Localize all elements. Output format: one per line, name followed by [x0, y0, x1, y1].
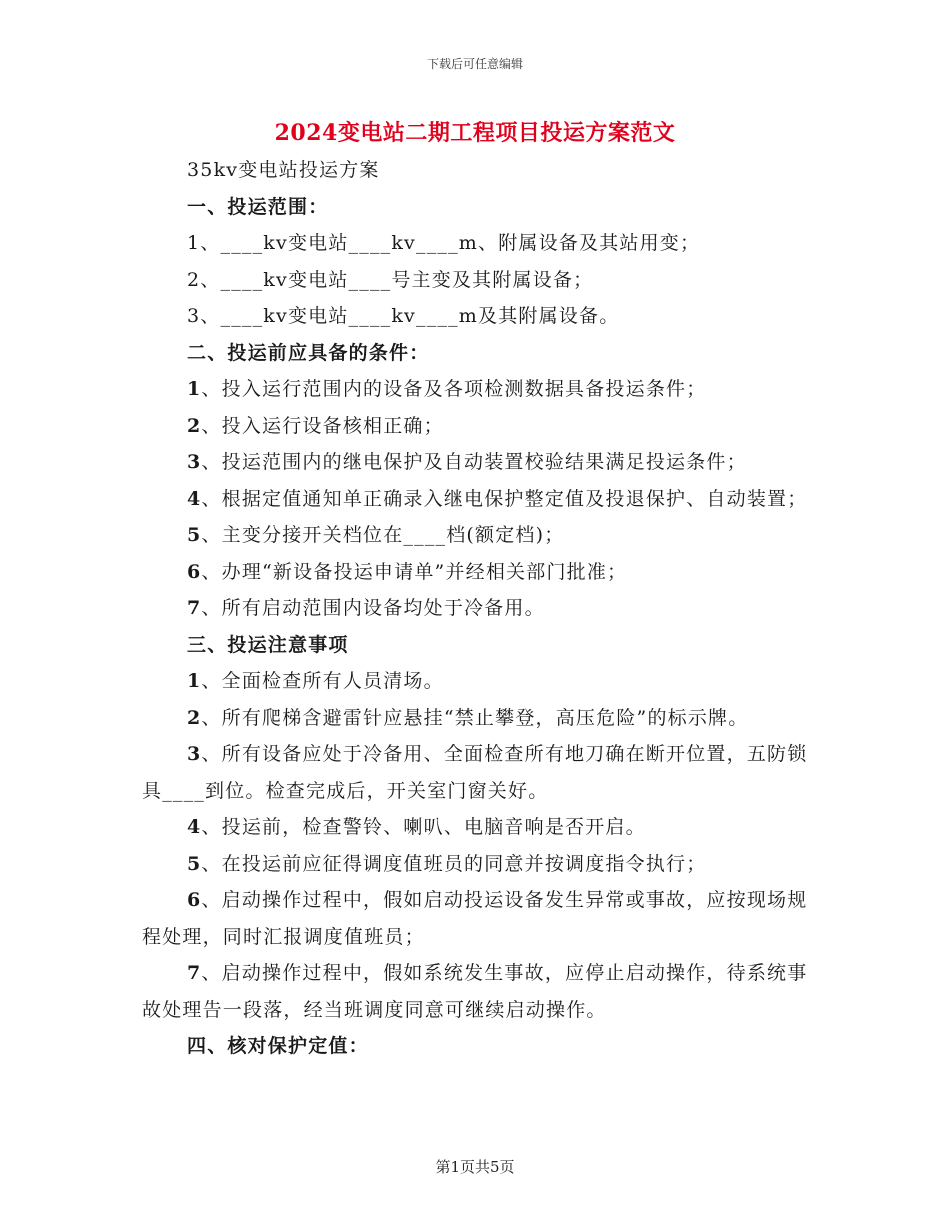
paragraph-text: 、投入运行设备核相正确； — [201, 414, 444, 437]
paragraph-text: 、主变分接开关档位在____档(额定档)； — [201, 524, 565, 546]
paragraph-text: 、在投运前应征得调度值班员的同意并按调度指令执行； — [201, 852, 707, 875]
paragraph-text: 、投运前，检查警铃、喇叭、电脑音响是否开启。 — [201, 816, 646, 838]
paragraph — [142, 517, 812, 554]
paragraph — [142, 663, 812, 700]
paragraph-text: 35kv变电站投运方案 — [187, 159, 380, 181]
paragraph-text: 二、投运前应具备的条件： — [187, 341, 430, 364]
header-note: 下载后可任意编辑 — [426, 57, 523, 71]
paragraph — [142, 736, 812, 809]
list-number: 5 — [187, 524, 202, 546]
paragraph — [142, 408, 812, 445]
paragraph — [142, 882, 812, 955]
document-body — [142, 152, 812, 1065]
paragraph — [142, 955, 812, 1028]
paragraph — [142, 590, 812, 627]
list-number: 4 — [187, 487, 202, 510]
paragraph-text: 、____kv变电站____kv____m、附属设备及其站用变； — [200, 232, 701, 254]
paragraph-text: 、____kv变电站____kv____m及其附属设备。 — [200, 305, 620, 327]
paragraph-text: 一、投运范围： — [187, 195, 329, 218]
list-number: 5 — [187, 852, 202, 875]
paragraph — [142, 225, 812, 262]
paragraph — [142, 444, 812, 481]
list-number: 2 — [187, 706, 202, 729]
list-number: 2 — [187, 268, 201, 291]
paragraph-text: 、投运范围内的继电保护及自动装置校验结果满足投运条件； — [201, 451, 747, 473]
paragraph-text: 、所有设备应处于冷备用、全面检查所有地刀确在断开位置，五防锁具____到位。检查完成后，开关室门窗关好。 — [142, 743, 808, 802]
page-footer: 第1页共5页 — [435, 1158, 515, 1176]
paragraph — [142, 371, 812, 408]
section-heading — [142, 1028, 812, 1065]
list-number: 1 — [187, 378, 202, 400]
section-heading — [142, 335, 812, 372]
list-number: 6 — [187, 889, 202, 911]
paragraph-text: 、所有爬梯含避雷针应悬挂“禁止攀登，高压危险”的标示牌。 — [201, 706, 749, 729]
paragraph — [142, 262, 812, 299]
paragraph — [142, 152, 812, 189]
list-number: 2 — [187, 414, 202, 437]
section-heading — [142, 627, 812, 664]
section-heading — [142, 189, 812, 226]
list-number: 6 — [187, 560, 202, 583]
paragraph-text: 四、核对保护定值： — [187, 1035, 369, 1057]
paragraph — [142, 481, 812, 518]
list-number: 3 — [187, 305, 201, 327]
paragraph — [142, 846, 812, 883]
paragraph — [142, 298, 812, 335]
paragraph-text: 、根据定值通知单正确录入继电保护整定值及投退保护、自动装置； — [201, 487, 808, 510]
paragraph-text: 、启动操作过程中，假如启动投运设备发生异常或事故，应按现场规程处理，同时汇报调度值班员； — [142, 889, 808, 948]
paragraph — [142, 700, 812, 737]
paragraph-text: 、全面检查所有人员清场。 — [201, 670, 444, 692]
list-number: 7 — [187, 597, 202, 619]
list-number: 4 — [187, 816, 202, 838]
list-number: 7 — [187, 962, 202, 984]
list-number: 1 — [187, 232, 201, 254]
paragraph-text: 、所有启动范围内设备均处于冷备用。 — [201, 597, 545, 619]
list-number: 1 — [187, 670, 202, 692]
document-title: 2024变电站二期工程项目投运方案范文 — [274, 120, 676, 146]
paragraph — [142, 809, 812, 846]
paragraph-text: 、办理“新设备投运申请单”并经相关部门批准； — [201, 560, 628, 583]
paragraph-text: 三、投运注意事项 — [187, 633, 349, 656]
paragraph-text: 、启动操作过程中，假如系统发生事故，应停止启动操作，待系统事故处理告一段落，经当班调度同意可继续启动操作。 — [142, 962, 808, 1021]
list-number: 3 — [187, 743, 202, 765]
paragraph — [142, 554, 812, 591]
paragraph-text: 、投入运行范围内的设备及各项检测数据具备投运条件； — [201, 378, 707, 400]
paragraph-text: 、____kv变电站____号主变及其附属设备； — [200, 268, 594, 291]
list-number: 3 — [187, 451, 202, 473]
